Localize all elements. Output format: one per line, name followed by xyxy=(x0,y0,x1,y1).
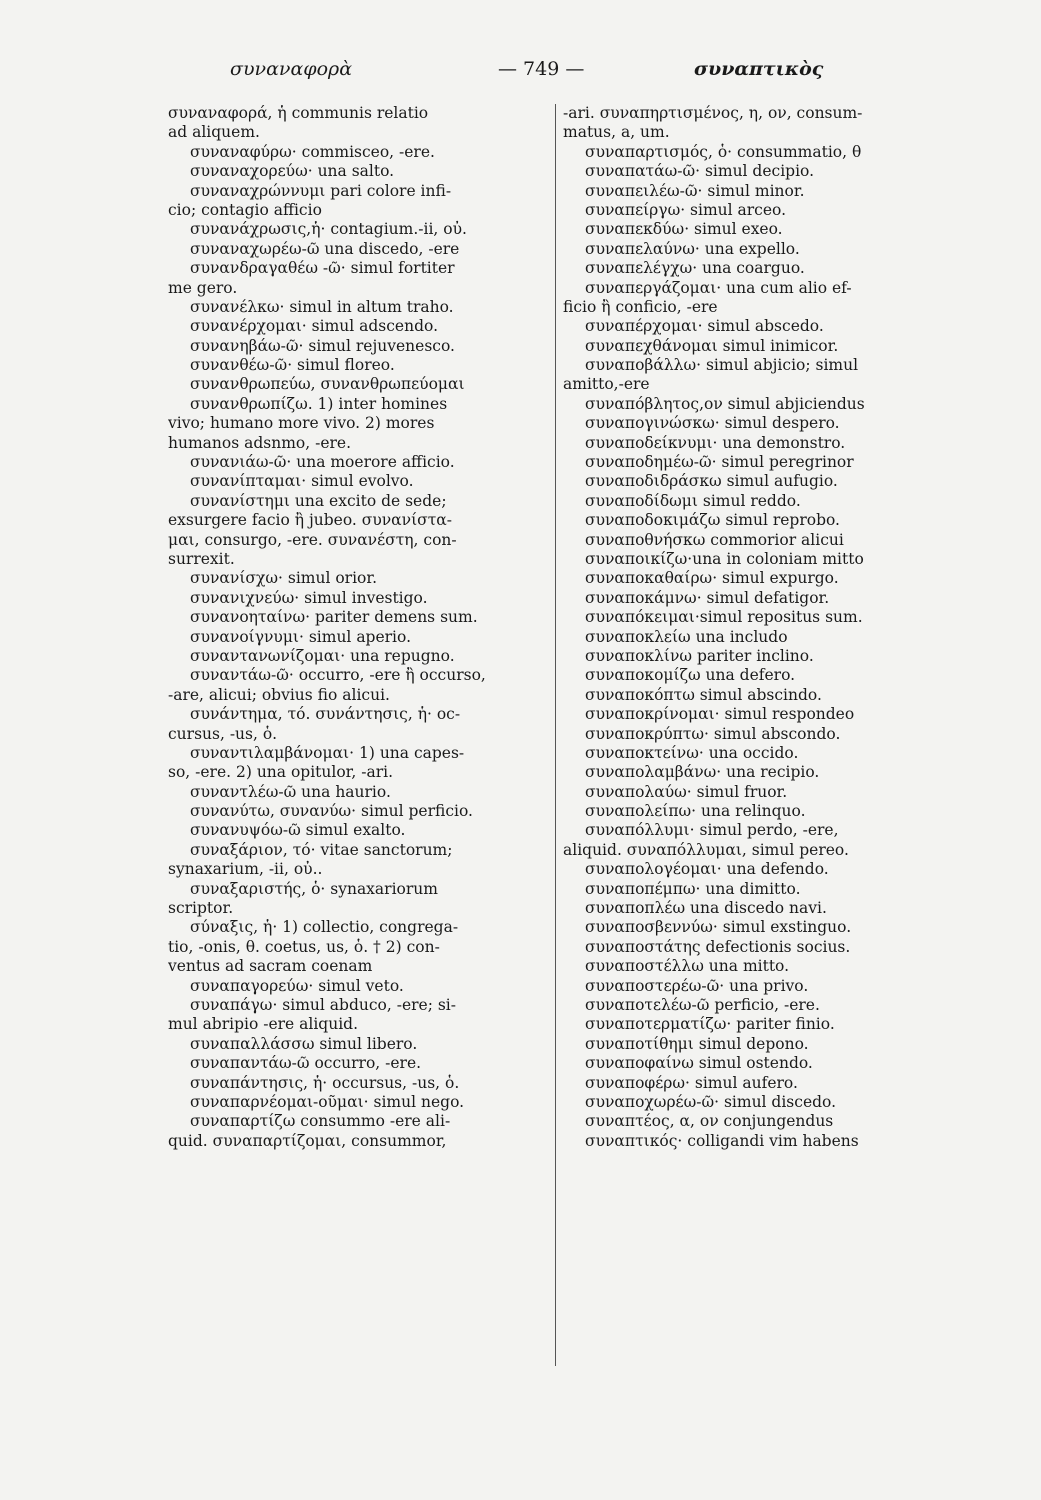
dictionary-line: συνανυψόω-ῶ simul exalto. xyxy=(190,821,406,840)
dictionary-line: συνανηβάω-ῶ· simul rejuvenesco. xyxy=(190,336,455,355)
dictionary-line: σύναξις, ἡ· 1) collectio, congrega- xyxy=(190,918,459,937)
dictionary-line: συναπεκδύω· simul exeo. xyxy=(585,220,783,239)
dictionary-line: μαι, consurgo, -ere. συνανέστη, con- xyxy=(168,530,457,549)
dictionary-line: συνανίσχω· simul orior. xyxy=(190,569,377,588)
dictionary-line: exsurgere facio ἢ jubeo. συνανίστα- xyxy=(168,511,453,530)
dictionary-line: συναπελαύνω· una expello. xyxy=(585,239,800,258)
dictionary-line: συνανέρχομαι· simul adscendo. xyxy=(190,317,438,336)
column-divider xyxy=(555,104,556,1366)
dictionary-line: συναποβάλλω· simul abjicio; simul xyxy=(585,356,859,375)
dictionary-line: συναποπλέω una discedo navi. xyxy=(585,899,827,918)
dictionary-line: συναποπέμπω· una dimitto. xyxy=(585,879,801,898)
dictionary-line: συναποδημέω-ῶ· simul peregrinor xyxy=(585,453,854,472)
dictionary-line: συναναφύρω· commisceo, -ere. xyxy=(190,142,435,161)
dictionary-line: mul abripio -ere aliquid. xyxy=(168,1015,359,1034)
dictionary-line: tio, -onis, θ. coetus, us, ὁ. † 2) con- xyxy=(168,937,440,956)
dictionary-line: συνανίστημι una excito de sede; xyxy=(190,491,447,510)
dictionary-line: συναπτέος, α, ον conjungendus xyxy=(585,1112,834,1131)
dictionary-line: amitto,-ere xyxy=(563,375,650,394)
dictionary-line: συναποκτείνω· una occido. xyxy=(585,743,799,762)
dictionary-line: συναναχωρέω-ῶ una discedo, -ere xyxy=(190,239,460,258)
dictionary-line: συναπαρνέομαι-οῦμαι· simul nego. xyxy=(190,1092,465,1111)
dictionary-line: συναποκόπτω simul abscindo. xyxy=(585,685,822,704)
dictionary-line: συναπόλλυμι· simul perdo, -ere, xyxy=(585,821,839,840)
dictionary-line: συναποδιδράσκω simul aufugio. xyxy=(585,472,838,491)
page-header xyxy=(0,58,1041,88)
dictionary-line: -ari. συναπηρτισμένος, η, ον, consum- xyxy=(563,104,863,122)
dictionary-line: συναξάριον, τό· vitae sanctorum; xyxy=(190,840,453,859)
dictionary-line: synaxarium, -ii, οὐ.. xyxy=(168,860,323,879)
dictionary-line: συναπείργω· simul arceo. xyxy=(585,200,787,219)
dictionary-line: συναπαρτισμός, ὁ· consummatio, θ xyxy=(585,142,862,161)
dictionary-line: συναποκάμνω· simul defatigor. xyxy=(585,588,830,607)
dictionary-line: συνανύτω, συνανύω· simul perficio. xyxy=(190,802,473,821)
dictionary-line: συναναχορεύω· una salto. xyxy=(190,162,395,181)
dictionary-line: συναντάω-ῶ· occurro, -ere ἢ occurso, xyxy=(190,666,486,685)
dictionary-line: συναποστέλλω una mitto. xyxy=(585,957,790,976)
dictionary-line: scriptor. xyxy=(168,899,234,918)
dictionary-line: συνανθρωπεύω, συνανθρωπεύομαι xyxy=(190,375,465,394)
dictionary-line: συναπέρχομαι· simul abscedo. xyxy=(585,317,824,336)
dictionary-line: συναπαρτίζω consummo -ere ali- xyxy=(190,1112,451,1131)
dictionary-line: ventus ad sacram coenam xyxy=(168,957,373,976)
dictionary-line: συναντιλαμβάνομαι· 1) una capes- xyxy=(190,743,465,762)
dictionary-line: συναπατάω-ῶ· simul decipio. xyxy=(585,162,815,181)
dictionary-line: συνανάχρωσις,ἡ· contagium.-ii, οὐ. xyxy=(190,220,467,239)
dictionary-line: συναπάγω· simul abduco, -ere; si- xyxy=(190,995,457,1014)
dictionary-line: συναποσβεννύω· simul exstinguo. xyxy=(585,918,852,937)
dictionary-line: συναποκομίζω una defero. xyxy=(585,666,796,685)
dictionary-line: συναπελέγχω· una coarguo. xyxy=(585,259,805,278)
dictionary-line: matus, a, um. xyxy=(563,123,670,142)
dictionary-line: συναπολείπω· una relinquo. xyxy=(585,802,806,821)
dictionary-line: συνανδραγαθέω -ῶ· simul fortiter xyxy=(190,259,455,278)
dictionary-line: συναποστερέω-ῶ· una privo. xyxy=(585,976,809,995)
dictionary-line: συναποκρίνομαι· simul respondeo xyxy=(585,705,855,724)
dictionary-line: συναποδίδωμι simul reddo. xyxy=(585,491,801,510)
dictionary-line: συναποστάτης defectionis socius. xyxy=(585,937,851,956)
dictionary-line: συναπολογέομαι· una defendo. xyxy=(585,860,829,879)
dictionary-line: συναποχωρέω-ῶ· simul discedo. xyxy=(585,1092,837,1111)
dictionary-line: συναπολαμβάνω· una recipio. xyxy=(585,763,820,782)
dictionary-line: συνανιάω-ῶ· una moerore afficio. xyxy=(190,453,455,472)
dictionary-line: συναποδοκιμάζω simul reprobo. xyxy=(585,511,840,530)
right-column xyxy=(563,104,941,1151)
dictionary-line: συναπαλλάσσω simul libero. xyxy=(190,1034,418,1053)
dictionary-line: vivo; humano more vivo. 2) mores xyxy=(168,414,435,433)
dictionary-line: συναπειλέω-ῶ· simul minor. xyxy=(585,181,805,200)
dictionary-line: συνάντημα, τό. συνάντησις, ἡ· oc- xyxy=(190,705,461,724)
dictionary-line: συναποκλίνω pariter inclino. xyxy=(585,646,814,665)
dictionary-line: quid. συναπαρτίζομαι, consummor, xyxy=(168,1131,447,1150)
dictionary-line: συναποδείκνυμι· una demonstro. xyxy=(585,433,846,452)
dictionary-line: συνανθρωπίζω. 1) inter homines xyxy=(190,394,448,413)
dictionary-line: συναπεχθάνομαι simul inimicor. xyxy=(585,336,839,355)
dictionary-line: συναπάντησις, ἡ· occursus, -us, ὁ. xyxy=(190,1073,460,1092)
dictionary-line: συναποτερματίζω· pariter finio. xyxy=(585,1015,835,1034)
dictionary-line: συναναχρώννυμι pari colore infi- xyxy=(190,181,452,200)
dictionary-line: συναπεργάζομαι· una cum alio ef- xyxy=(585,278,852,297)
dictionary-line: me gero. xyxy=(168,278,238,297)
dictionary-line: surrexit. xyxy=(168,549,235,568)
dictionary-line: συνανιχνεύω· simul investigo. xyxy=(190,588,428,607)
dictionary-line: συναποθνήσκω commorior alicui xyxy=(585,530,844,549)
dictionary-line: συνανοηταίνω· pariter demens sum. xyxy=(190,608,478,627)
dictionary-line: συνανοίγνυμι· simul aperio. xyxy=(190,627,412,646)
dictionary-line: συναποκαθαίρω· simul expurgo. xyxy=(585,569,839,588)
page-number: — 749 — xyxy=(498,58,585,80)
dictionary-line: ficio ἢ conficio, -ere xyxy=(563,297,718,316)
dictionary-line: so, -ere. 2) una opitulor, -ari. xyxy=(168,763,393,782)
dictionary-line: συναπτικός· colligandi vim habens xyxy=(585,1131,859,1150)
running-head-left: συναναφορὰ xyxy=(230,58,353,80)
dictionary-line: συναπαντάω-ῶ occurro, -ere. xyxy=(190,1054,422,1073)
dictionary-line: συναποτίθημι simul depono. xyxy=(585,1034,809,1053)
dictionary-line: cursus, -us, ὁ. xyxy=(168,724,278,743)
dictionary-line: συναπαγορεύω· simul veto. xyxy=(190,976,404,995)
dictionary-line: συναπολαύω· simul fruor. xyxy=(585,782,788,801)
dictionary-line: συναποκλείω una includo xyxy=(585,627,788,646)
dictionary-line: συνανέλκω· simul in altum traho. xyxy=(190,297,454,316)
dictionary-line: συναποτελέω-ῶ perficio, -ere. xyxy=(585,995,820,1014)
running-head-right: συναπτικὸς xyxy=(694,58,824,80)
dictionary-line: συναξαριστής, ὁ· synaxariorum xyxy=(190,879,438,898)
dictionary-line: ad aliquem. xyxy=(168,123,260,142)
left-column xyxy=(168,104,546,1151)
dictionary-line: συνανθέω-ῶ· simul floreo. xyxy=(190,356,395,375)
dictionary-line: συνανίπταμαι· simul evolvo. xyxy=(190,472,414,491)
dictionary-line: συναντλέω-ῶ una haurio. xyxy=(190,782,391,801)
dictionary-line: aliquid. συναπόλλυμαι, simul pereo. xyxy=(563,840,849,859)
dictionary-line: συναπόβλητος,ον simul abjiciendus xyxy=(585,394,865,413)
dictionary-line: συναπόκειμαι·simul repositus sum. xyxy=(585,608,863,627)
dictionary-line: συναποικίζω·una in coloniam mitto xyxy=(585,549,864,568)
dictionary-line: συναναφορά, ἡ communis relatio xyxy=(168,104,429,122)
dictionary-line: cio; contagio afficio xyxy=(168,200,322,219)
dictionary-line: συναποφέρω· simul aufero. xyxy=(585,1073,798,1092)
dictionary-line: συναντανωνίζομαι· una repugno. xyxy=(190,646,455,665)
dictionary-line: -are, alicui; obvius fio alicui. xyxy=(168,685,390,704)
dictionary-line: συναποκρύπτω· simul abscondo. xyxy=(585,724,841,743)
dictionary-line: συναπογινώσκω· simul despero. xyxy=(585,414,840,433)
dictionary-line: συναποφαίνω simul ostendo. xyxy=(585,1054,813,1073)
dictionary-line: humanos adsnmo, -ere. xyxy=(168,433,352,452)
